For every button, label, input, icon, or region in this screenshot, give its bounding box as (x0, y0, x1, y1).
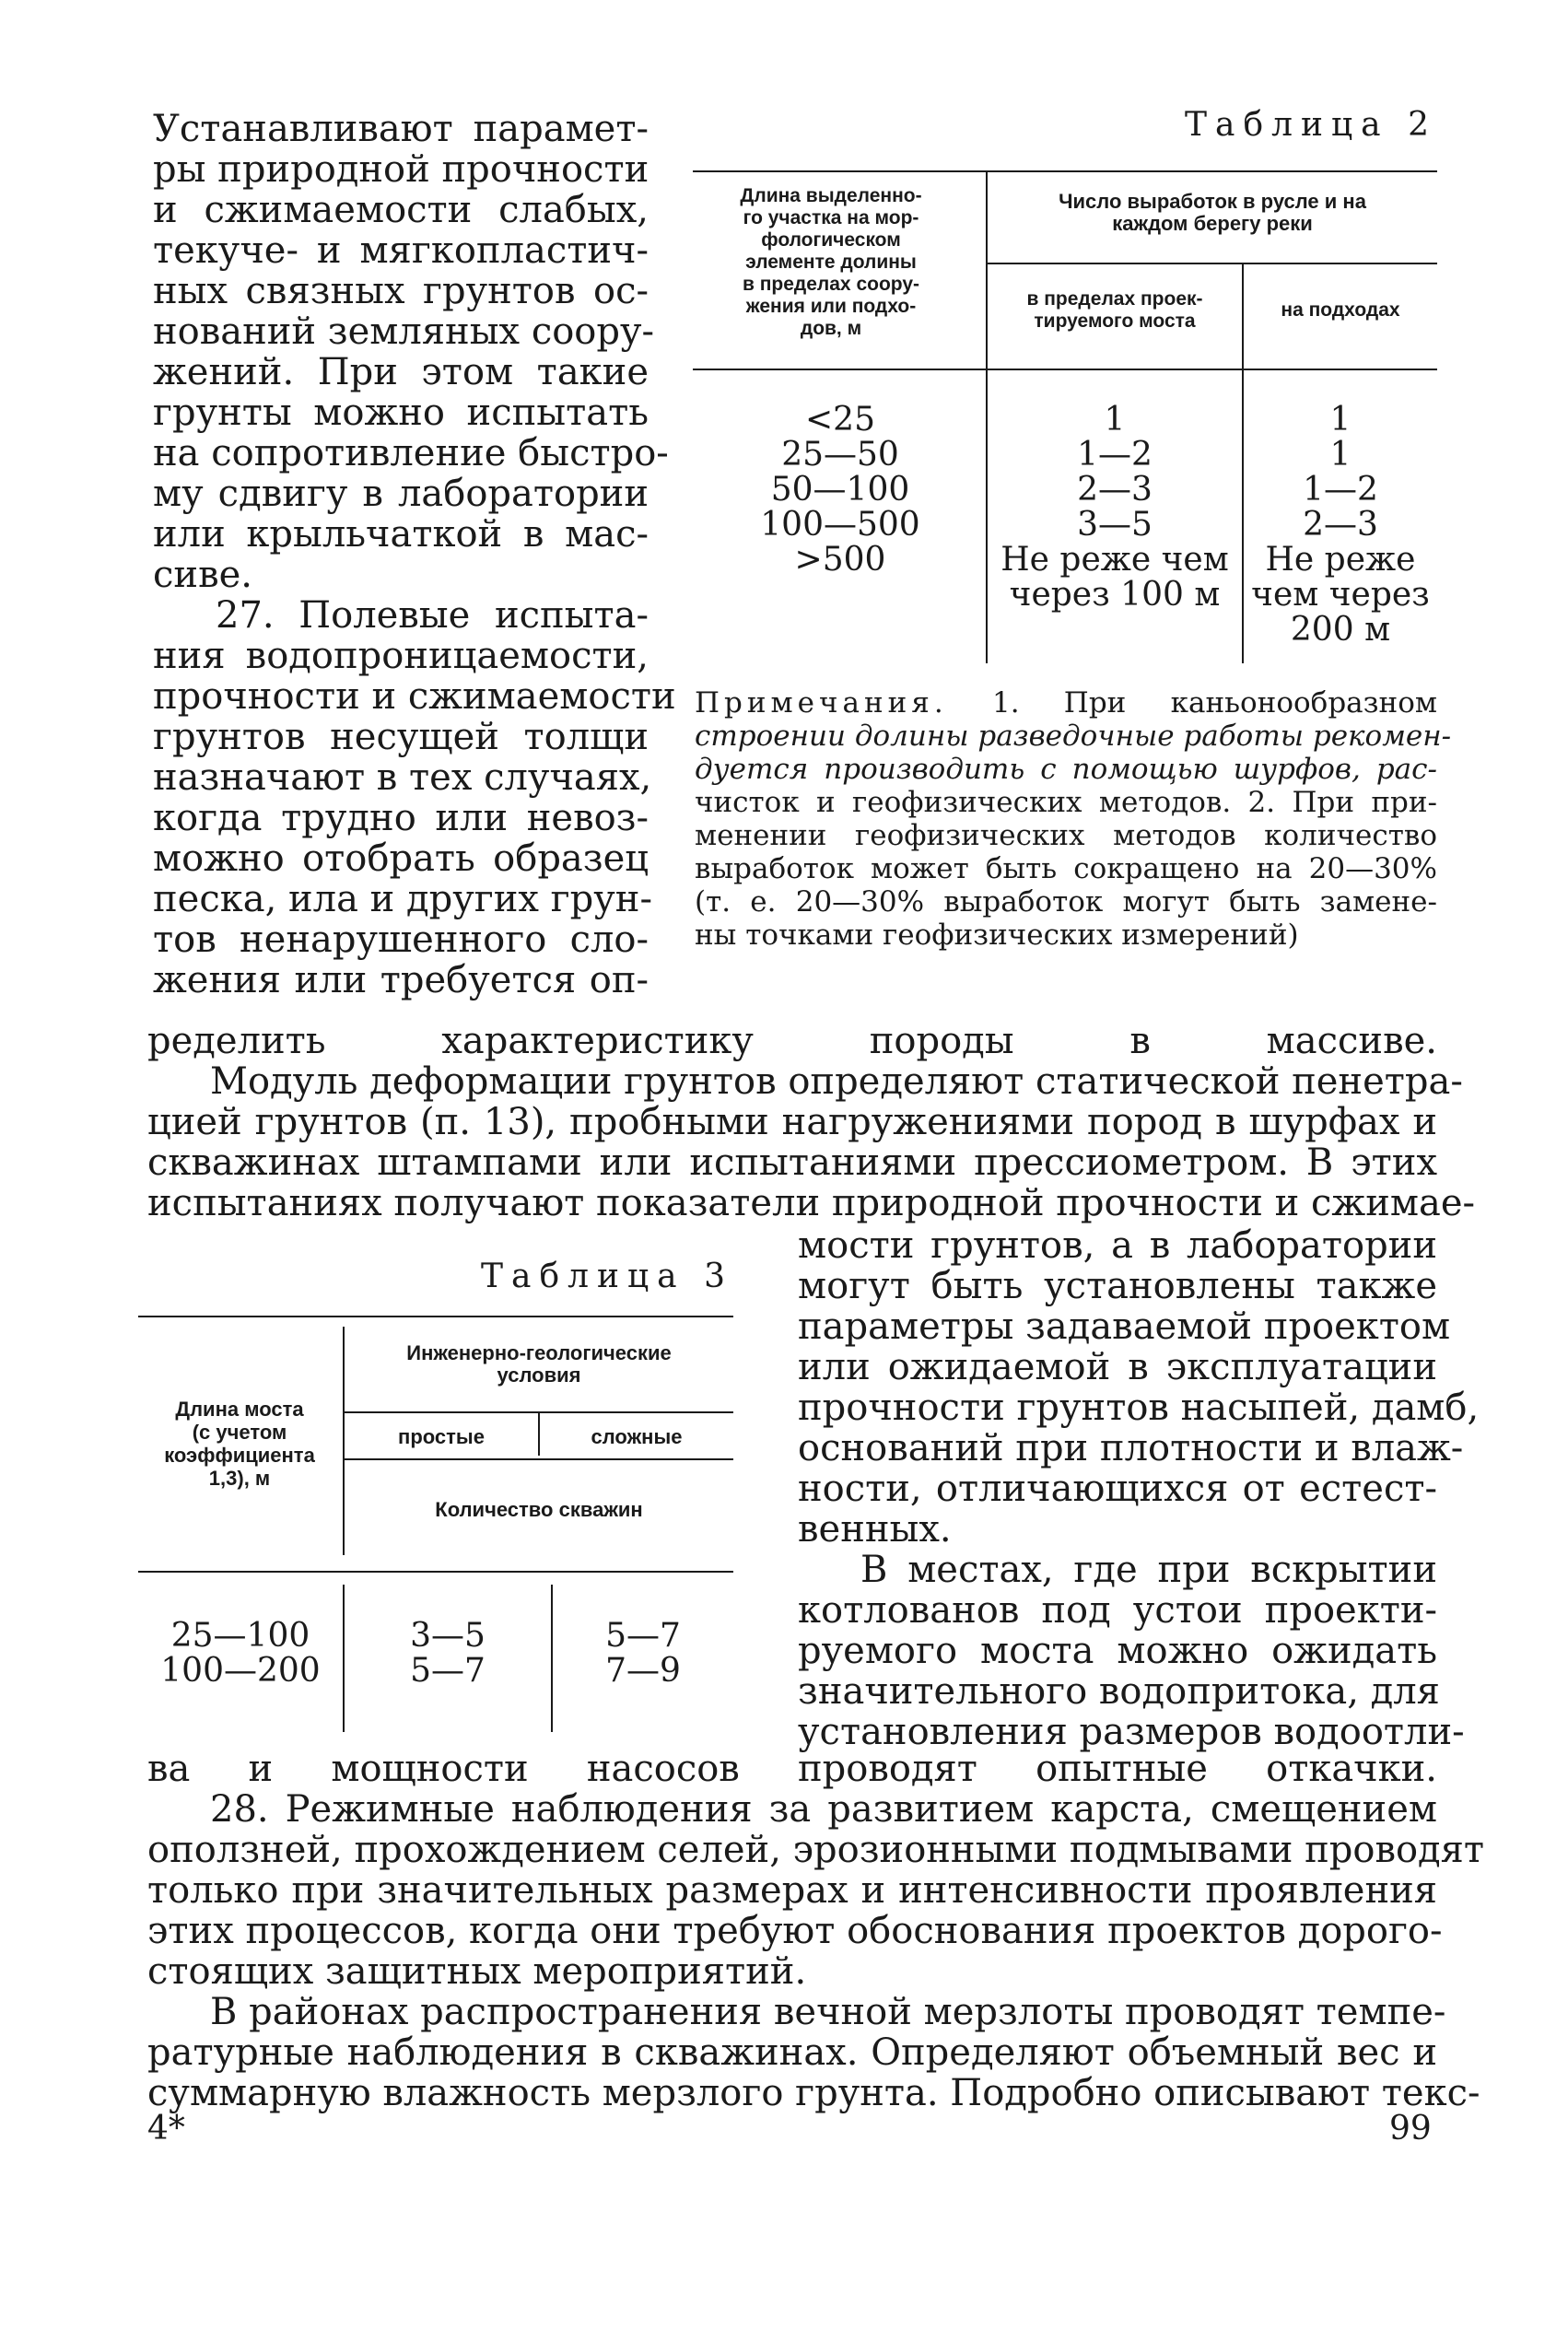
right-column-line: мости грунтов, а в лаборатории (798, 1224, 1437, 1267)
left-column-line: му сдвигу в лаборатории (153, 473, 649, 515)
left-column-line: 27. Полевые испыта- (216, 594, 649, 637)
table-cell: 5—7 (605, 1617, 681, 1655)
table-3-head-line: коэффициента (164, 1444, 315, 1467)
table-3-head-rule (138, 1571, 733, 1573)
right-column-line: значительного водопритока, для (798, 1670, 1440, 1713)
table-3-head-line: 1,3), м (208, 1467, 271, 1490)
right-column-line: оснований при плотности и влаж- (798, 1427, 1464, 1469)
table-2-head-line: каждом берегу реки (1112, 212, 1313, 235)
right-column-line: или ожидаемой в эксплуатации (798, 1346, 1437, 1388)
table-cell: 100—200 (160, 1652, 321, 1690)
note-line: менении геофизических методов количество (695, 819, 1437, 852)
table-2-head-line: дов, м (800, 318, 862, 339)
left-column-line: на сопротивление быстро- (153, 432, 669, 474)
table-2-head-length (693, 185, 969, 340)
main-text-line: ратурные наблюдения в скважинах. Определяют объемный вес и (147, 2031, 1437, 2074)
main-text-line: цией грунтов (п. 13), пробными нагружениями пород в шурфах и (147, 1101, 1437, 1143)
table-2-sub-rule (986, 263, 1437, 264)
left-column-line: и сжимаемости слабых, (153, 189, 649, 231)
table-2-head-line: элементе долины (745, 252, 917, 273)
right-column-line: могут быть установлены также (798, 1265, 1437, 1307)
table-3-caption: Таблица 3 (481, 1258, 733, 1295)
table-cell: чем через (1251, 576, 1430, 614)
main-text-line: скважинах штампами или испытаниями прессиометром. В этих (147, 1141, 1437, 1184)
table-2-head-line: жения или подхо- (745, 296, 917, 317)
table-cell: 3—5 (1077, 506, 1153, 544)
table-2-col-approaches (1244, 403, 1437, 648)
right-column-line: прочности грунтов насыпей, дамб, (798, 1387, 1480, 1429)
table-cell: 200 м (1290, 611, 1391, 649)
table-cell: 1—2 (1303, 471, 1378, 509)
left-column-line: Устанавливают парамет- (153, 108, 649, 150)
note-line: 1. При каньонообразном (947, 686, 1437, 720)
table-2-caption: Таблица 2 (1185, 106, 1437, 144)
table-2-head-line: Длина выделенно- (740, 185, 922, 206)
left-column-line: сиве. (153, 554, 252, 596)
table-cell: Не реже чем (1000, 541, 1229, 579)
table-cell: 7—9 (605, 1652, 681, 1690)
note-first-line (695, 686, 1437, 720)
table-3-head-bridge-length (138, 1398, 341, 1490)
table-cell: через 100 м (1009, 576, 1221, 614)
table-2-col-bridge (988, 403, 1242, 613)
table-3-col-simple (345, 1619, 551, 1689)
table-2-head-line: на подходах (1281, 299, 1400, 321)
main-text-line: оползней, прохождением селей, эрозионными подмывами проводят (147, 1829, 1485, 1871)
table-3-head-line: условия (497, 1363, 581, 1387)
table-cell: 3—5 (410, 1617, 486, 1655)
table-cell: 1—2 (1077, 436, 1153, 474)
left-column-line: песка, ила и других грун- (153, 878, 652, 920)
left-column-line: или крыльчаткой в мас- (153, 513, 649, 556)
main-text-line: В районах распространения вечной мерзлоты проводят темпе- (210, 1991, 1446, 2033)
table-cell: 2—3 (1303, 506, 1378, 544)
right-column-line: котлованов под устои проекти- (798, 1589, 1437, 1632)
table-3-col-complex (553, 1619, 733, 1689)
table-3-head-count: Количество скважин (435, 1498, 643, 1521)
table-2-head-line: Число выработок в русле и на (1059, 190, 1366, 213)
left-column-line: назначают в тех случаях, (153, 756, 652, 799)
table-3-head-complex: сложные (591, 1425, 683, 1448)
signature-mark: 4* (147, 2110, 185, 2148)
table-2-head-approaches (1244, 299, 1437, 322)
left-column-line: ния водопроницаемости, (153, 635, 649, 677)
main-text-line: этих процессов, когда они требуют обоснования проектов дорого- (147, 1910, 1443, 1952)
left-column-line: можно отобрать образец (153, 837, 649, 880)
left-column-line: ных связных грунтов ос- (153, 270, 649, 312)
note-line: строении долины разведочные работы рекомен- (695, 720, 1452, 753)
table-3-sub-rule-2 (343, 1458, 733, 1460)
main-text-line: ределить характеристику породы в массиве. (147, 1020, 1437, 1062)
table-3-head-line: Инженерно-геологические (406, 1341, 672, 1364)
main-text-line: только при значительных размерах и интенсивности проявления (147, 1869, 1437, 1912)
right-column-line: установления размеров водоотли- (798, 1711, 1465, 1753)
main-text-line: стоящих защитных мероприятий. (147, 1950, 807, 1993)
table-cell: 50—100 (770, 471, 910, 509)
main-text-line: испытаниях получают показатели природной прочности и сжимае- (147, 1182, 1476, 1224)
table-3-head-line: Длина моста (175, 1398, 304, 1421)
table-2-col-length (730, 403, 951, 578)
left-column-line: жения или требуется оп- (153, 959, 649, 1001)
table-3-top-rule (138, 1316, 733, 1317)
page-number: 99 (1389, 2110, 1432, 2148)
table-cell: 1 (1329, 436, 1352, 474)
table-cell: <25 (805, 401, 875, 439)
left-column-line: грунтов несущей толщи (153, 716, 649, 758)
note-line: дуется производить с помощью шурфов, рас- (695, 753, 1437, 786)
table-cell: 1 (1329, 401, 1352, 439)
table-3-head-line: (с учетом (192, 1421, 287, 1444)
left-column-line: прочности и сжимаемости (153, 675, 676, 718)
table-2-head-line: фологическом (761, 229, 901, 251)
left-column-line: грунты можно испытать (153, 392, 649, 434)
left-column-line: жений. При этом такие (153, 351, 649, 393)
left-column-line: ры природной прочности (153, 148, 649, 191)
note-line: (т. е. 20—30% выработок могут быть замене- (695, 885, 1437, 919)
table-2-head-line: тируемого моста (1034, 310, 1196, 332)
table-2-head-line: в пределах соору- (742, 274, 920, 295)
note-line: выработок может быть сокращено на 20—30% (695, 852, 1437, 885)
main-text-line: 28. Режимные наблюдения за развитием карста, смещением (210, 1788, 1437, 1831)
table-cell: 100—500 (760, 506, 920, 544)
main-text-line: Модуль деформации грунтов определяют статической пенетра- (210, 1060, 1463, 1103)
note-line: чисток и геофизических методов. 2. При при- (695, 786, 1437, 819)
table-cell: >500 (794, 541, 886, 579)
right-column-line: В местах, где при вскрытии (860, 1549, 1437, 1591)
left-column-line: текуче- и мягкопластич- (153, 229, 649, 272)
table-cell: 25—50 (781, 436, 899, 474)
left-column-line: тов ненарушенного сло- (153, 919, 649, 961)
note-label: Примечания. (695, 686, 948, 720)
table-2-head-within-bridge (988, 288, 1242, 333)
right-column-line: венных. (798, 1508, 952, 1551)
table-cell: 5—7 (410, 1652, 486, 1690)
main-text-line: суммарную влажность мерзлого грунта. Подробно описывают текс- (147, 2072, 1480, 2114)
note-line: ны точками геофизических измерений) (695, 919, 1299, 952)
left-column-line: когда трудно или невоз- (153, 797, 649, 839)
main-text-line: ва и мощности насосов проводят опытные откачки. (147, 1748, 1437, 1790)
table-3-head-simple: простые (398, 1425, 485, 1448)
table-2-head-rule (693, 369, 1437, 370)
right-column-line: ности, отличающихся от естест- (798, 1468, 1437, 1510)
table-cell: 1 (1104, 401, 1126, 439)
left-column-line: нований земляных соору- (153, 310, 655, 353)
table-3 (138, 1258, 733, 1737)
table-2 (693, 106, 1437, 677)
right-column-line: руемого моста можно ожидать (798, 1630, 1437, 1672)
table-2-head-count (988, 191, 1437, 235)
table-cell: Не реже (1265, 541, 1416, 579)
table-2-head-line: го участка на мор- (743, 207, 919, 228)
table-2-head-line: в пределах проек- (1026, 288, 1203, 310)
right-column-line: параметры задаваемой проектом (798, 1305, 1451, 1348)
table-3-col-length (138, 1619, 343, 1689)
table-cell: 2—3 (1077, 471, 1153, 509)
table-cell: 25—100 (170, 1617, 310, 1655)
table-3-head-conditions (345, 1342, 733, 1387)
table-2-top-rule (693, 170, 1437, 172)
